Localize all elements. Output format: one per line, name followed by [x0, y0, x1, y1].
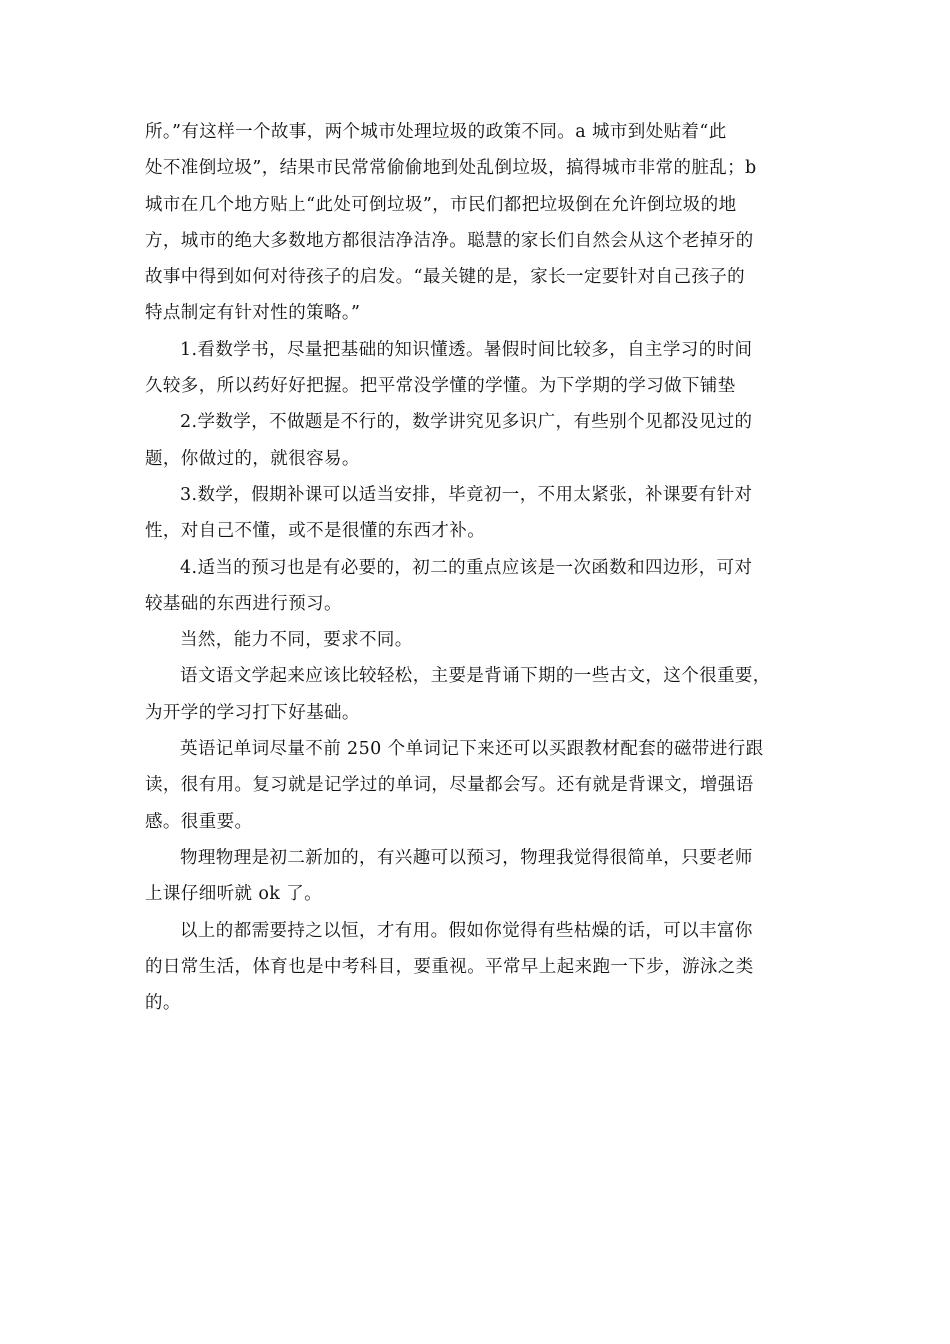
- text-line: 较基础的东西进行预习。: [145, 593, 342, 614]
- paragraph-math-3: [145, 477, 825, 550]
- paragraph-story: [145, 114, 825, 332]
- text-line: 读，很有用。复习就是记学过的单词，尽量都会写。还有就是背课文，增强语: [145, 775, 754, 796]
- text-line: 的。: [145, 993, 181, 1014]
- paragraph-ability: [145, 622, 825, 658]
- paragraph-math-2: [145, 404, 825, 477]
- document-body: [145, 114, 825, 1021]
- paragraph-math-4: [145, 550, 825, 623]
- text-line: 语文语文学起来应该比较轻松，主要是背诵下期的一些古文，这个很重要，: [180, 666, 771, 687]
- text-line: 所。”有这样一个故事，两个城市处理垃圾的政策不同。a 城市到处贴着“此: [145, 122, 727, 142]
- text-line: 的日常生活，体育也是中考科目，要重视。平常早上起来跑一下步，游泳之类: [145, 956, 754, 977]
- paragraph-math-1: [145, 332, 825, 405]
- text-line: 处不准倒垃圾”，结果市民常常偷偷地到处乱倒垃圾，搞得城市非常的脏乱；b: [145, 158, 757, 179]
- text-line: 物理物理是初二新加的，有兴趣可以预习，物理我觉得很简单，只要老师: [180, 847, 753, 868]
- text-line: 方，城市的绝大多数地方都很洁净洁净。聪慧的家长们自然会从这个老掉牙的: [145, 230, 754, 251]
- text-line: 为开学的学习打下好基础。: [145, 702, 360, 723]
- text-line: 特点制定有针对性的策略。”: [145, 303, 361, 324]
- text-line: 当然，能力不同，要求不同。: [180, 630, 413, 651]
- text-line: 1.看数学书，尽量把基础的知识懂透。暑假时间比较多，自主学习的时间: [180, 339, 753, 360]
- paragraph-english: [145, 731, 825, 840]
- paragraph-chinese: [145, 658, 825, 731]
- text-line: 性，对自己不懂，或不是很懂的东西才补。: [145, 521, 486, 542]
- text-line: 城市在几个地方贴上“此处可倒垃圾”，市民们都把垃圾倒在允许倒垃圾的地: [145, 194, 737, 215]
- text-line: 感。很重要。: [145, 811, 253, 832]
- text-line: 英语记单词尽量不前 250 个单词记下来还可以买跟教材配套的磁带进行跟: [180, 739, 764, 760]
- text-line: 久较多，所以药好好把握。把平常没学懂的学懂。为下学期的学习做下铺垫: [145, 376, 736, 397]
- text-line: 3.数学，假期补课可以适当安排，毕竟初一，不用太紧张，补课要有针对: [180, 484, 753, 505]
- text-line: 上课仔细听就 ok 了。: [145, 884, 323, 905]
- text-line: 故事中得到如何对待孩子的启发。“最关键的是，家长一定要针对自己孩子的: [145, 267, 746, 288]
- paragraph-physics: [145, 840, 825, 913]
- text-line: 题，你做过的，就很容易。: [145, 448, 360, 469]
- paragraph-persistence: [145, 913, 825, 1022]
- text-line: 以上的都需要持之以恒，才有用。假如你觉得有些枯燥的话，可以丰富你: [180, 920, 753, 941]
- text-line: 4.适当的预习也是有必要的，初二的重点应该是一次函数和四边形，可对: [180, 557, 753, 578]
- text-line: 2.学数学，不做题是不行的，数学讲究见多识广，有些别个见都没见过的: [180, 412, 753, 433]
